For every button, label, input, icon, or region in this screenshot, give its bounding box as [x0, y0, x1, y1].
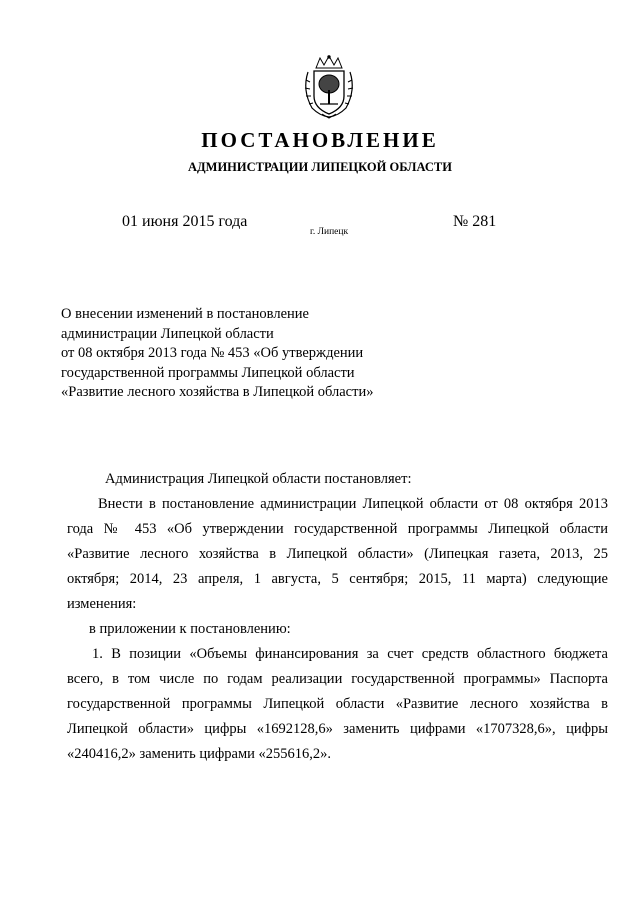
- document-subtitle: АДМИНИСТРАЦИИ ЛИПЕЦКОЙ ОБЛАСТИ: [188, 160, 452, 174]
- document-topic: [61, 305, 481, 403]
- paragraph-line: «Развитие лесного хозяйства в Липецкой области» (Липецкая газета, 2013, 25: [67, 546, 608, 562]
- document-title: ПОСТАНОВЛЕНИЕ: [201, 128, 439, 152]
- item-line: всего, в том числе по годам реализации государственной программы» Паспорта: [67, 671, 608, 687]
- paragraph-line: года № 453 «Об утверждении государственной программы Липецкой области: [67, 521, 608, 537]
- topic-line: государственной программы Липецкой области: [61, 364, 355, 381]
- coat-of-arms-icon: [298, 54, 360, 120]
- document-number: № 281: [453, 213, 497, 230]
- body-intro: Администрация Липецкой области постановляет:: [105, 471, 412, 487]
- item-line: «240416,2» заменить цифрами «255616,2».: [67, 746, 332, 762]
- paragraph-line: октября; 2014, 23 апреля, 1 августа, 5 сентября; 2015, 11 марта) следующие: [67, 571, 608, 587]
- paragraph-line: Внести в постановление администрации Липецкой области от 08 октября 2013: [98, 496, 608, 512]
- item-line: 1. В позиции «Объемы финансирования за счет средств областного бюджета: [92, 646, 608, 662]
- appendix-line: в приложении к постановлению:: [89, 621, 291, 637]
- item-line: Липецкой области» цифры «1692128,6» заменить цифрами «1707328,6», цифры: [67, 721, 608, 737]
- item-line: государственной программы Липецкой области «Развитие лесного хозяйства в: [67, 696, 608, 712]
- topic-line: О внесении изменений в постановление: [61, 306, 309, 322]
- document-date: 01 июня 2015 года: [122, 213, 248, 230]
- document-city: г. Липецк: [310, 227, 349, 237]
- document-body: [67, 467, 608, 767]
- topic-line: администрации Липецкой области: [61, 325, 274, 342]
- topic-line: «Развитие лесного хозяйства в Липецкой области»: [61, 384, 374, 400]
- paragraph-line: изменения:: [67, 596, 137, 612]
- topic-line: от 08 октября 2013 года № 453 «Об утверждении: [61, 345, 364, 361]
